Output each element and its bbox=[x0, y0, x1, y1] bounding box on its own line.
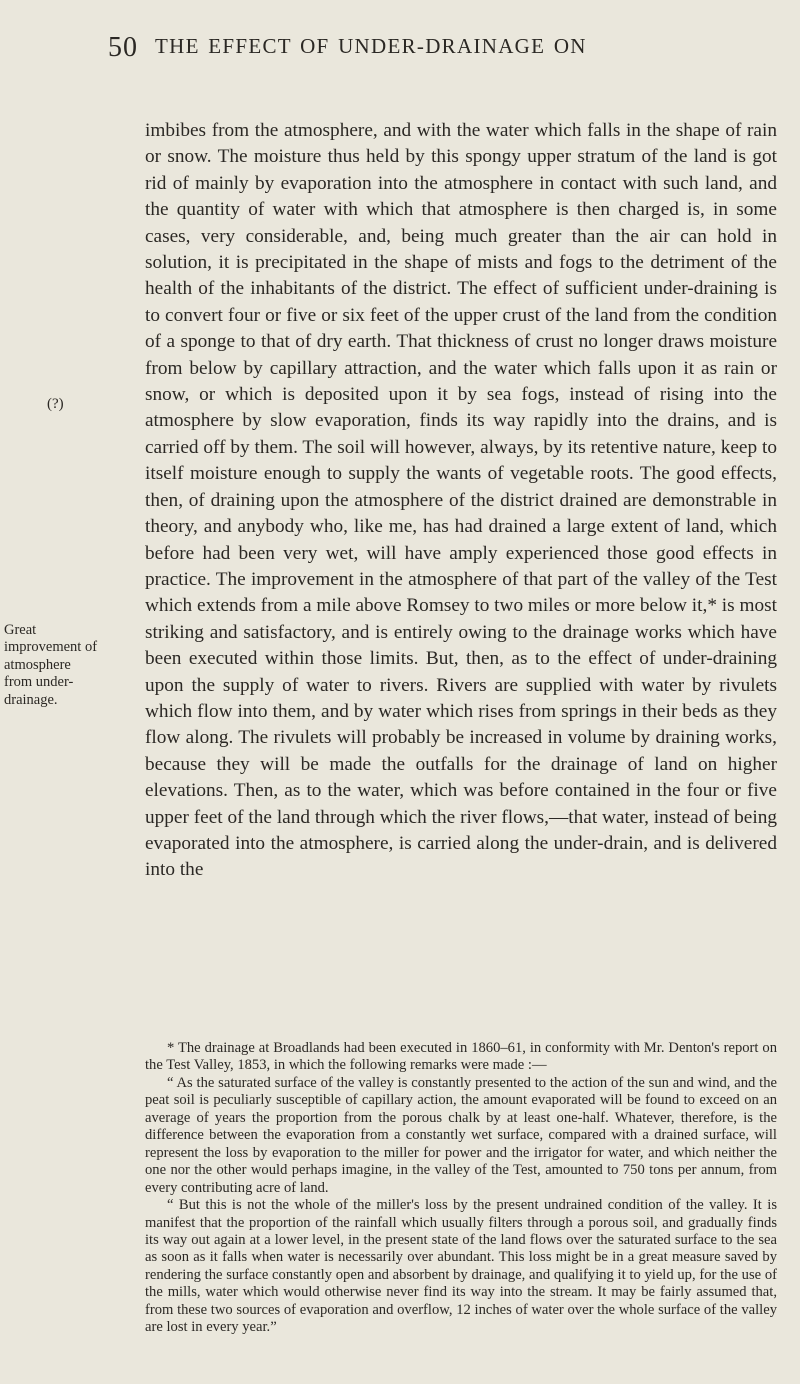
footnote-quote-1: “ As the saturated surface of the valley is constantly presented to the action of the sun and wind, and the peat soil is peculiarly susceptible of capillary action, the amount evaporated will be found to exceed on an average of years the proportion from the porous chalk by at least one-half. Whatever, therefore, is the difference between the evaporation from a constantly wet surface, compared with a drained surface, will represent the loss by evaporation to the miller for power and the irrigator for water, and which neither the one nor the other would perhaps imagine, in the valley of the Test, amounted to 750 tons per annum, from every contributing acre of land. bbox=[145, 1074, 777, 1196]
margin-query-mark: (?) bbox=[47, 396, 64, 412]
footnote-intro: * The drainage at Broadlands had been executed in 1860–61, in conformity with Mr. Denton's report on the Test Valley, 1853, in which the following remarks were made :— bbox=[145, 1040, 777, 1074]
running-title: THE EFFECT OF UNDER-DRAINAGE ON bbox=[155, 34, 587, 58]
body-paragraph: imbibes from the atmosphere, and with the water which falls in the shape of rain or snow. The moisture thus held by this spongy upper stratum of the land is got rid of mainly by evaporation into the atmosphere in contact with such land, and the quantity of water with which that atmosphere is then charged is, in some cases, very considerable, and, being much greater than the air can hold in solution, it is precipitated in the shape of mists and fogs to the detriment of the health of the inhabitants of the district. The effect of sufficient under-draining is to convert four or five or six feet of the upper crust of the land from the condition of a sponge to that of dry earth. That thickness of crust no longer draws moisture from below by capillary attraction, and the water which falls upon it as rain or snow, or which is deposited upon it by sea fogs, instead of rising into the atmosphere by slow evaporation, finds its way rapidly into the drains, and is carried off by them. The soil will however, always, by its retentive nature, keep to itself moisture enough to supply the wants of vegetable roots. The good effects, then, of draining upon the atmosphere of the district drained are demonstrable in theory, and anybody who, like me, has had drained a large extent of land, which before had been very wet, will have amply experienced those good effects in practice. The improvement in the atmosphere of that part of the valley of the Test which extends from a mile above Romsey to two miles or more below it,* is most striking and satisfactory, and is entirely owing to the drainage works which have been executed within those limits. But, then, as to the effect of under-draining upon the supply of water to rivers. Rivers are supplied with water by rivulets which flow into them, and by water which rises from springs in their beds as they flow along. The rivulets will probably be increased in volume by draining works, because they will be made the outfalls for the drainage of land on higher elevations. Then, as to the water, which was before contained in the four or five upper feet of the land through which the river flows,—that water, instead of being evaporated into the atmosphere, is carried along the under-drain, and is delivered into the bbox=[145, 120, 777, 881]
footnote-quote-2: “ But this is not the whole of the miller's loss by the present undrained condition of the valley. It is manifest that the proportion of the rainfall which usually filters through a porous soil, and gradually finds its way out again at a lower level, in the present state of the land flows over the saturated surface to the sea as soon as it falls when water is necessarily over abundant. This loss might be in a great measure saved by rendering the surface constantly open and absorbent by drainage, and qualifying it to yield up, for the use of the mills, water which would otherwise never find its way into the stream. It may be fairly assumed that, from these two sources of evaporation and overflow, 12 inches of water over the whole surface of the valley are lost in every year.” bbox=[145, 1197, 777, 1336]
footnote bbox=[145, 1040, 777, 1337]
page-number: 50 bbox=[108, 32, 138, 63]
margin-side-note: Great improvement of atmosphere from under-drainage. bbox=[4, 622, 98, 708]
